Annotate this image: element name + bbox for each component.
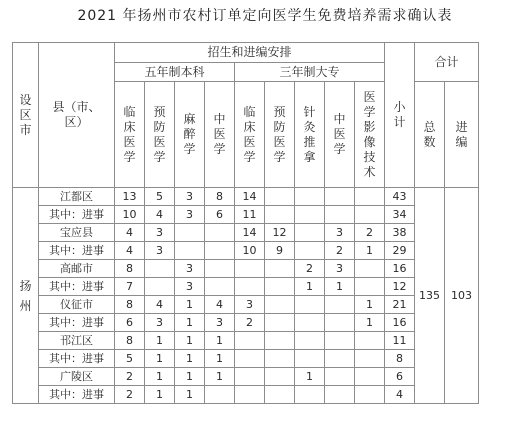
cell-value: 1: [145, 332, 175, 350]
cell-value: 1: [325, 278, 355, 296]
header-three-year: 三年制大专: [235, 63, 385, 82]
cell-value: [265, 386, 295, 404]
cell-value: 2: [115, 368, 145, 386]
cell-value: [355, 350, 385, 368]
cell-value: 3: [145, 242, 175, 260]
header-plan: 招生和进编安排: [115, 43, 385, 63]
cell-value: 1: [145, 350, 175, 368]
cell-value: 3: [145, 224, 175, 242]
cell-value: 1: [175, 296, 205, 314]
county-name: 广陵区: [39, 368, 115, 386]
subtotal-value: 16: [385, 314, 415, 332]
cell-value: 3: [175, 188, 205, 206]
county-name: 其中：进事: [39, 386, 115, 404]
major-label: 麻醉学: [183, 112, 196, 156]
header-enroll-label: 进编: [455, 119, 468, 149]
table-row: [13, 224, 479, 242]
county-name: 其中：进事: [39, 206, 115, 224]
cell-value: [325, 188, 355, 206]
subtotal-value: 34: [385, 206, 415, 224]
cell-value: 1: [175, 368, 205, 386]
cell-value: 1: [175, 350, 205, 368]
county-name: 其中：进事: [39, 314, 115, 332]
cell-value: 4: [145, 296, 175, 314]
cell-value: 3: [325, 260, 355, 278]
cell-value: 4: [145, 206, 175, 224]
cell-value: [265, 188, 295, 206]
cell-value: 4: [115, 224, 145, 242]
grand-total-value: 135: [415, 188, 445, 404]
city-label: 扬州: [19, 278, 32, 313]
cell-value: [355, 188, 385, 206]
cell-value: [325, 296, 355, 314]
cell-value: [265, 206, 295, 224]
cell-value: [355, 332, 385, 350]
county-name: 江都区: [39, 188, 115, 206]
header-major-3-4: [325, 82, 355, 188]
cell-value: 3: [145, 314, 175, 332]
subtotal-value: 16: [385, 260, 415, 278]
cell-value: [355, 368, 385, 386]
cell-value: [235, 260, 265, 278]
cell-value: 1: [355, 314, 385, 332]
table-row: [13, 314, 479, 332]
cell-value: 12: [265, 224, 295, 242]
cell-value: [265, 368, 295, 386]
cell-value: [265, 260, 295, 278]
cell-value: 1: [295, 368, 325, 386]
header-subtotal-label: 小计: [393, 100, 406, 129]
header-major-5-1: [115, 82, 145, 188]
cell-value: 4: [115, 242, 145, 260]
demand-table: [12, 42, 479, 404]
cell-value: 6: [115, 314, 145, 332]
cell-value: 1: [175, 386, 205, 404]
cell-value: 1: [175, 332, 205, 350]
header-major-5-3: [175, 82, 205, 188]
cell-value: [205, 224, 235, 242]
cell-value: [205, 278, 235, 296]
cell-value: [295, 224, 325, 242]
cell-value: 4: [205, 296, 235, 314]
cell-value: 8: [115, 296, 145, 314]
county-name: 邗江区: [39, 332, 115, 350]
cell-value: 1: [355, 242, 385, 260]
header-county: [39, 43, 115, 188]
cell-value: [145, 260, 175, 278]
cell-value: 10: [115, 206, 145, 224]
cell-value: [325, 332, 355, 350]
cell-value: [235, 278, 265, 296]
cell-value: [295, 188, 325, 206]
cell-value: [295, 350, 325, 368]
table-row: [13, 332, 479, 350]
cell-value: [175, 224, 205, 242]
cell-value: [205, 242, 235, 260]
table-row: [13, 296, 479, 314]
header-major-3-5: [355, 82, 385, 188]
table-row: [13, 206, 479, 224]
document-title: 2021 年扬州市农村订单定向医学生免费培养需求确认表: [77, 8, 453, 24]
cell-value: 3: [325, 224, 355, 242]
cell-value: 11: [235, 206, 265, 224]
cell-value: [235, 368, 265, 386]
header-total-group: 合计: [415, 43, 479, 82]
cell-value: 2: [115, 386, 145, 404]
cell-value: [235, 386, 265, 404]
county-name: 其中：进事: [39, 350, 115, 368]
cell-value: [325, 314, 355, 332]
cell-value: 8: [205, 188, 235, 206]
major-label: 医学影像技术: [363, 89, 376, 179]
header-major-5-4: [205, 82, 235, 188]
cell-value: 1: [355, 296, 385, 314]
county-name: 高邮市: [39, 260, 115, 278]
cell-value: 1: [205, 368, 235, 386]
cell-value: 3: [175, 260, 205, 278]
table-row: [13, 278, 479, 296]
table-row: [13, 350, 479, 368]
cell-value: 1: [145, 386, 175, 404]
major-label: 中医学: [213, 112, 226, 156]
table-row: [13, 368, 479, 386]
cell-value: [325, 206, 355, 224]
city-cell: [13, 188, 39, 404]
grand-enroll-value: 103: [445, 188, 479, 404]
cell-value: [235, 350, 265, 368]
cell-value: [205, 260, 235, 278]
cell-value: [355, 386, 385, 404]
cell-value: [265, 332, 295, 350]
cell-value: [355, 278, 385, 296]
cell-value: 3: [175, 206, 205, 224]
cell-value: [355, 206, 385, 224]
major-label: 预防医学: [153, 104, 166, 164]
cell-value: [355, 260, 385, 278]
cell-value: 7: [115, 278, 145, 296]
cell-value: 1: [205, 350, 235, 368]
header-county-label: 县（市、区）: [52, 100, 101, 129]
cell-value: [325, 350, 355, 368]
cell-value: [295, 242, 325, 260]
cell-value: [325, 368, 355, 386]
subtotal-value: 21: [385, 296, 415, 314]
header-subtotal: [385, 43, 415, 188]
cell-value: 3: [205, 314, 235, 332]
cell-value: [265, 314, 295, 332]
header-five-year: 五年制本科: [115, 63, 235, 82]
cell-value: [175, 242, 205, 260]
cell-value: 9: [265, 242, 295, 260]
table-row: [13, 188, 479, 206]
cell-value: 1: [295, 278, 325, 296]
cell-value: [295, 206, 325, 224]
cell-value: [265, 350, 295, 368]
cell-value: [265, 278, 295, 296]
cell-value: 2: [235, 314, 265, 332]
table-row: [13, 260, 479, 278]
cell-value: [145, 278, 175, 296]
cell-value: [325, 386, 355, 404]
cell-value: [235, 332, 265, 350]
cell-value: [295, 386, 325, 404]
cell-value: 8: [115, 332, 145, 350]
subtotal-value: 12: [385, 278, 415, 296]
cell-value: [295, 296, 325, 314]
major-label: 针灸推拿: [303, 104, 316, 164]
cell-value: 10: [235, 242, 265, 260]
subtotal-value: 43: [385, 188, 415, 206]
cell-value: 1: [145, 368, 175, 386]
cell-value: [205, 386, 235, 404]
header-total: [415, 82, 445, 188]
subtotal-value: 4: [385, 386, 415, 404]
subtotal-value: 38: [385, 224, 415, 242]
header-total-label: 总数: [423, 119, 436, 149]
cell-value: 5: [115, 350, 145, 368]
cell-value: 2: [295, 260, 325, 278]
major-label: 临床医学: [123, 104, 136, 164]
county-name: 仪征市: [39, 296, 115, 314]
table-row: [13, 386, 479, 404]
header-major-5-2: [145, 82, 175, 188]
cell-value: 1: [175, 314, 205, 332]
cell-value: 6: [205, 206, 235, 224]
subtotal-value: 11: [385, 332, 415, 350]
table-row: [13, 242, 479, 260]
header-enroll: [445, 82, 479, 188]
cell-value: 1: [205, 332, 235, 350]
cell-value: 3: [175, 278, 205, 296]
cell-value: 5: [145, 188, 175, 206]
cell-value: [265, 296, 295, 314]
subtotal-value: 8: [385, 350, 415, 368]
major-label: 中医学: [333, 112, 346, 156]
header-district: [13, 43, 39, 188]
header-major-3-3: [295, 82, 325, 188]
county-name: 宝应县: [39, 224, 115, 242]
subtotal-value: 6: [385, 368, 415, 386]
header-major-3-2: [265, 82, 295, 188]
major-label: 临床医学: [243, 104, 256, 164]
header-district-label: 设区市: [19, 92, 32, 137]
demand-table-container: [12, 42, 479, 404]
cell-value: 3: [235, 296, 265, 314]
cell-value: 2: [355, 224, 385, 242]
header-major-3-1: [235, 82, 265, 188]
cell-value: [295, 332, 325, 350]
cell-value: 13: [115, 188, 145, 206]
cell-value: 2: [325, 242, 355, 260]
cell-value: 14: [235, 224, 265, 242]
cell-value: 14: [235, 188, 265, 206]
county-name: 其中：进事: [39, 242, 115, 260]
subtotal-value: 29: [385, 242, 415, 260]
cell-value: [295, 314, 325, 332]
county-name: 其中：进事: [39, 278, 115, 296]
major-label: 预防医学: [273, 104, 286, 164]
cell-value: 8: [115, 260, 145, 278]
